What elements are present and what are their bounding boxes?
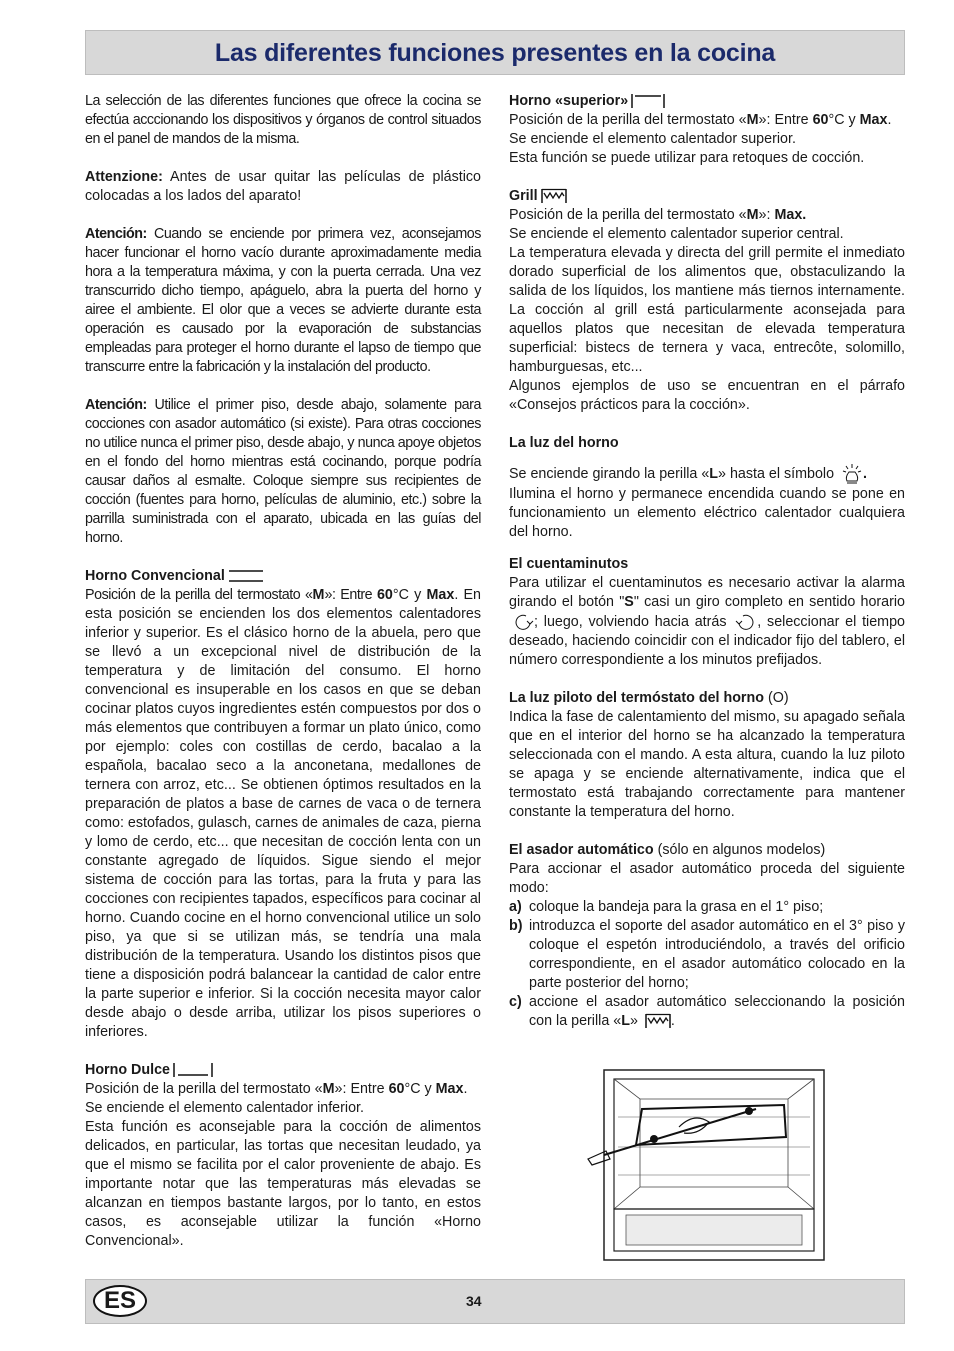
- superior-section: Horno «superior» Posición de la perilla del termostato «M»: Entre 60°C y Max. Se enciende el elemento calentador superior. Esta función se puede utilizar para retoques de cocción.: [509, 92, 905, 168]
- cuentaminutos-heading: El cuentaminutos: [509, 556, 629, 572]
- piloto-heading: La luz piloto del termóstato del horno (O): [509, 690, 789, 706]
- conventional-oven-icon: [228, 569, 264, 583]
- convencional-section: Horno Convencional Posición de la perilla del termostato «M»: Entre 60°C y Max. En esta posición se encienden los dos elementos calentadores inferior y superior. Es el clásico horno de la abuela, pero que se llevó a un excepcional nivel de distribución de la temperatura y de limitación del consumo. El horno convencional es insuperable en los casos en que se deban cocinar platos cuyos ingredientes estén compuestos por dos o más elementos que contribuyen a formar un plato único, como por ejemplo: coles con costillas de cerdo, bacalao a la española, bacalao seco a la anconetana, medallones de ternera con arroz, etc... Se obtienen óptimos resultados en la preparación de platos a base de carnes de vaca o de ternera como: estofados, gulasch, carnes de animales de caza, pierna y lomo de cerdo, etc... que necesitan de cocción lenta con un constante agregado de líquidos. Sigue siendo el mejor sistema de cocción para las tortas, para la fruta y para las cocciones con recipientes tapados, específicos para cocinar al horno. Cuando cocine en el horno convencional utilice un solo piso, ya que si se utilizan más, se tendría una mala distribución de la temperatura. Usando los distintos pisos que tiene a disposición podrá balancear la cantidad de calor entre la parte superior e inferior. Si la cocción necesita mayor calor desde abajo o desde arriba, utilizar los pisos superiores o inferiores.: [85, 568, 481, 1040]
- footer-bar: [85, 1279, 905, 1324]
- language-badge: ES: [93, 1285, 147, 1317]
- atencion-text-1: Cuando se enciende por primera vez, aconsejamos hacer funcionar el horno vacío durante aproximadamente media hora a la temperatura máxima, y con la puerta cerrada. Una vez transcurrido dicho tiempo, apáguelo, abra la puerta del horno y airee el ambiente. El olor que a veces se advierte durante esta operación es causado por la evaporación de substancias empleadas para proteger el horno durante el lapso de tiempo que transcurre entre la fabricación y la instalación del producto.: [85, 226, 481, 375]
- atencion-label-1: Atención:: [85, 226, 147, 242]
- intro-paragraph: La selección de las diferentes funciones que ofrece la cocina se efectúa acccionando los dispositivos y órganos de control situados en el panel de mandos de la misma.: [85, 93, 481, 147]
- bottom-heat-icon: [173, 1062, 213, 1078]
- asador-section: El asador automático (sólo en algunos modelos) Para accionar el asador automático proceda del siguiente modo:: [509, 842, 905, 896]
- grill-section: Grill Posición de la perilla del termostato «M»: Max. Se enciende el elemento calentador superior central. La temperatura elevada y directa del grill permite el inmediato dorado superficial de los alimentos que, obstaculizando la salida de los líquidos, los mantiene más tiernos internamente. La cocción al grill está particularmente aconsejada para aquellos platos que necesitan de elevada temperatura superficial: bistecs de ternera y vaca, entrecôte, solomillo, hamburguesas, etc... Algunos ejemplos de uso se encuentran en el párrafo «Consejos prácticos para la cocción».: [509, 188, 905, 413]
- oven-rotisserie-illustration: [584, 1067, 829, 1263]
- page-title: Las diferentes funciones presentes en la cocina: [214, 39, 776, 67]
- grill-icon: [541, 188, 567, 204]
- luz-section: La luz del horno Se enciende girando la perilla «L» hasta el símbolo . Ilumina el horno y permanece encendida cuando se pone en funcionamiento un elemento eléctrico calentador cualquiera del horno.: [509, 435, 905, 540]
- dulce-section: Horno Dulce Posición de la perilla del termostato «M»: Entre 60°C y Max. Se enciende el elemento calentador inferior. Esta función es aconsejable para la cocción de alimentos delicados, en particular, las tortas que necesitan leudado, ya que el mismo se facilita por el calor proveniente de abajo. Es importante notar que las temperaturas más elevadas se alcanzan en tiempos bastante largos, por lo tanto, en estos casos, es aconsejable utilizar la función «Horno Convencional».: [85, 1062, 481, 1249]
- luz-heading: La luz del horno: [509, 435, 619, 451]
- atencion-label-2: Atención:: [85, 397, 147, 413]
- cuentaminutos-section: El cuentaminutos Para utilizar el cuentaminutos es necesario activar la alarma girando el botón "S" casi un giro completo en sentido horario ; luego, volviendo hacia atrás , seleccionar el tiempo deseado, haciendo coincidir con el indicador fijo del tablero, el número correspondiente a los minutos prefijados.: [509, 556, 905, 668]
- grill-heading: Grill: [509, 187, 905, 206]
- title-bar: [85, 30, 905, 75]
- right-column: [509, 92, 905, 1031]
- top-heat-icon: [631, 93, 665, 109]
- superior-heading: Horno «superior»: [509, 92, 905, 111]
- left-column: [85, 92, 481, 1270]
- convencional-heading: Horno Convencional: [85, 567, 481, 586]
- clockwise-arrow-icon: [512, 612, 534, 632]
- attenzione-paragraph: [85, 168, 481, 206]
- atencion-paragraph-1: [85, 225, 481, 377]
- attenzione-label: Attenzione:: [85, 169, 163, 185]
- asador-heading: El asador automático (sólo en algunos modelos): [509, 842, 826, 858]
- atencion-paragraph-2: [85, 396, 481, 548]
- asador-step-a: a) coloque la bandeja para la grasa en el 1° piso;: [509, 899, 824, 915]
- lamp-icon: [841, 463, 863, 485]
- counterclockwise-arrow-icon: [735, 612, 757, 632]
- asador-step-c: c) accione el asador automático seleccionando la posición con la perilla «L» .: [509, 994, 905, 1029]
- piloto-section: La luz piloto del termóstato del horno (O) Indica la fase de calentamiento del mismo, su apagado señala que en el interior del horno se ha alcanzado la temperatura seleccionada con el mando. A esta altura, cuando la luz piloto se apaga y se enciende alternativamente, indica que el termostato está trabajando correctamente para mantener constante la temperatura del horno.: [509, 690, 905, 820]
- attenzione-text: Antes de usar quitar las películas de plástico colocadas a los lados del aparato!: [85, 169, 481, 204]
- grill-icon: [645, 1013, 671, 1029]
- dulce-heading: Horno Dulce: [85, 1061, 481, 1080]
- page-number: 34: [466, 1293, 482, 1309]
- atencion-text-2: Utilice el primer piso, desde abajo, solamente para cocciones con asador automático (si existe). Para otras cocciones no utilice nunca el primer piso, desde abajo, y nunca apoye objetos en el fondo del horno mientras está cocinando, porque podría causar daños al esmalte. Coloque siempre sus recipientes de cocción (fuentes para horno, películas de aluminio, etc.) sobre la parrilla suministrada con el aparato, ubicada en las guías del horno.: [85, 397, 481, 546]
- asador-step-b: b) introduzca el soporte del asador automático en el 3° piso y coloque el espetón introduciéndolo, a través del orificio correspondiente, en el asador automático colocado en la parte posterior del horno;: [509, 918, 905, 991]
